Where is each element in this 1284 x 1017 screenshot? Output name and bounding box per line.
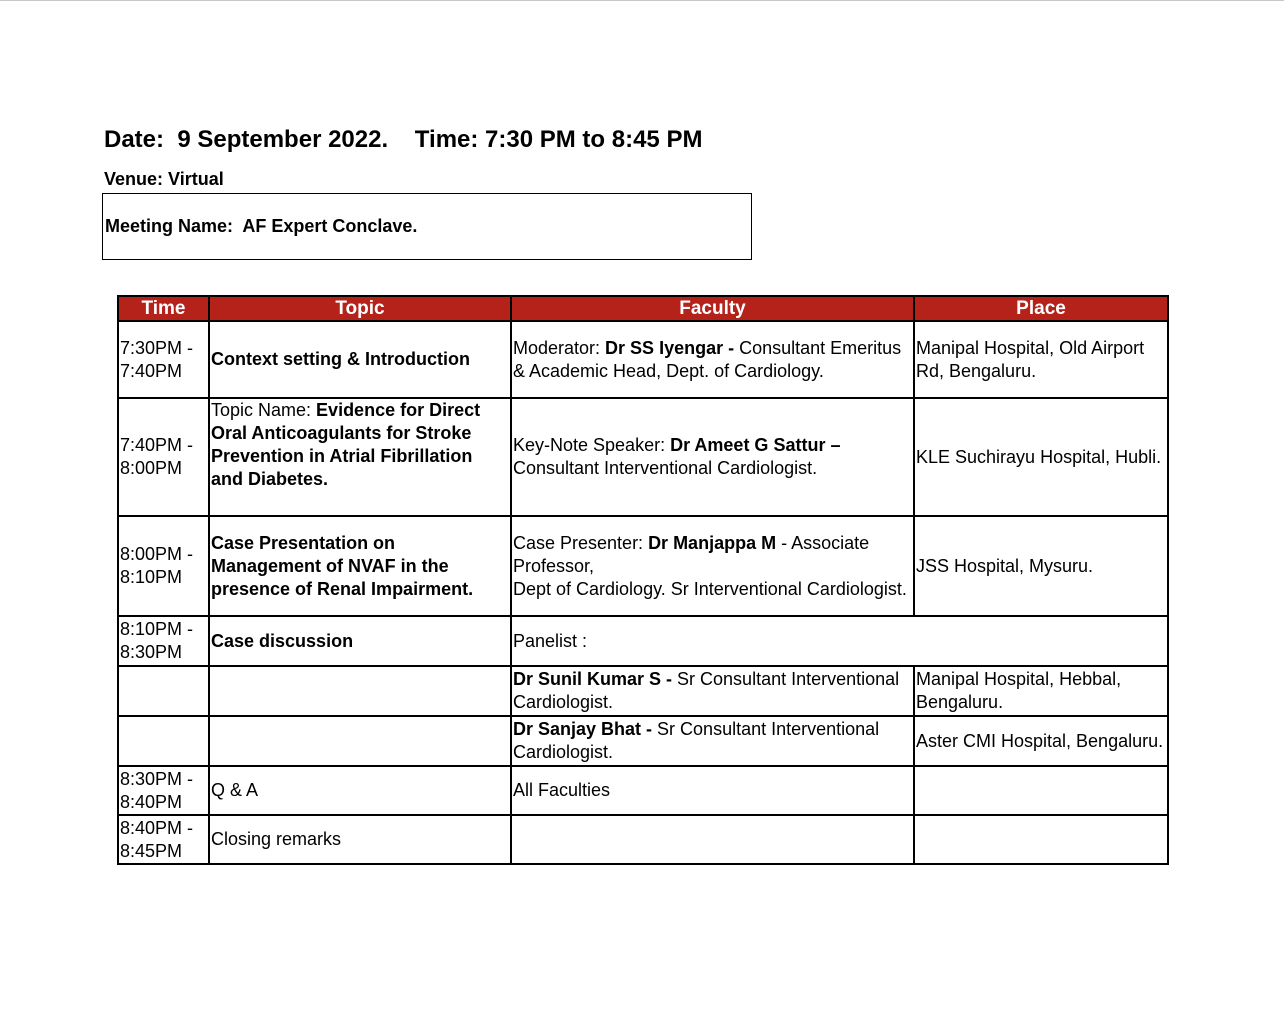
cell-time: 8:30PM - 8:40PM <box>118 766 209 815</box>
cell-place <box>914 815 1168 864</box>
cell-topic <box>209 398 511 516</box>
column-header-faculty: Faculty <box>511 296 914 321</box>
faculty-name: Dr Sunil Kumar S - <box>513 669 678 689</box>
column-header-topic: Topic <box>209 296 511 321</box>
cell-place: Aster CMI Hospital, Bengaluru. <box>914 716 1168 766</box>
faculty-role: Case Presenter: <box>513 532 649 553</box>
cell-place: KLE Suchirayu Hospital, Hubli. <box>914 398 1168 516</box>
cell-time: 7:40PM - 8:00PM <box>118 398 209 516</box>
cell-time <box>118 666 209 716</box>
cell-faculty <box>511 666 914 716</box>
cell-faculty: Panelist : <box>511 616 1168 666</box>
faculty-description: Dept of Cardiology. Sr Interventional Cardiologist. <box>513 578 907 599</box>
table-row <box>118 516 1168 616</box>
cell-topic <box>209 716 511 766</box>
table-row <box>118 766 1168 815</box>
faculty-description: Consultant Emeritus & Academic Head, Dept. of Cardiology. <box>513 337 902 381</box>
table-row <box>118 666 1168 716</box>
page-title: Date: 9 September 2022. Time: 7:30 PM to 8:45 PM <box>104 126 703 153</box>
cell-faculty <box>511 321 914 398</box>
cell-topic: Q & A <box>209 766 511 815</box>
agenda-table <box>117 295 1169 865</box>
top-divider <box>0 0 1284 1</box>
cell-topic: Closing remarks <box>209 815 511 864</box>
table-row <box>118 398 1168 516</box>
cell-topic: Case Presentation on Management of NVAF in the presence of Renal Impairment. <box>209 516 511 616</box>
topic-title: Evidence for Direct Oral Anticoagulants for Stroke Prevention in Atrial Fibrillation and Diabetes. <box>211 400 481 489</box>
table-row <box>118 321 1168 398</box>
cell-place: JSS Hospital, Mysuru. <box>914 516 1168 616</box>
cell-topic: Context setting & Introduction <box>209 321 511 398</box>
faculty-name: Dr SS Iyengar - <box>605 337 740 358</box>
cell-topic <box>209 666 511 716</box>
column-header-time: Time <box>118 296 209 321</box>
cell-time: 8:40PM - 8:45PM <box>118 815 209 864</box>
table-header-row <box>118 296 1168 321</box>
cell-faculty: All Faculties <box>511 766 914 815</box>
cell-place: Manipal Hospital, Hebbal, Bengaluru. <box>914 666 1168 716</box>
meeting-name-box <box>102 193 752 260</box>
faculty-description: Sr Consultant Interventional Cardiologist. <box>513 669 900 712</box>
faculty-description: Consultant Interventional Cardiologist. <box>513 458 818 478</box>
meeting-name-label: Meeting Name: AF Expert Conclave. <box>105 216 418 236</box>
cell-faculty <box>511 716 914 766</box>
cell-place <box>914 766 1168 815</box>
cell-place: Manipal Hospital, Old Airport Rd, Bengaluru. <box>914 321 1168 398</box>
table-row <box>118 616 1168 666</box>
cell-faculty <box>511 398 914 516</box>
topic-prefix: Topic Name: <box>211 400 317 420</box>
column-header-place: Place <box>914 296 1168 321</box>
cell-time <box>118 716 209 766</box>
cell-faculty <box>511 516 914 616</box>
cell-topic: Case discussion <box>209 616 511 666</box>
cell-time: 8:00PM - 8:10PM <box>118 516 209 616</box>
faculty-role: Moderator: <box>513 337 606 358</box>
cell-faculty <box>511 815 914 864</box>
faculty-name: Dr Manjappa M <box>648 532 777 553</box>
faculty-description: - Associate Professor, <box>513 532 870 576</box>
cell-time: 8:10PM - 8:30PM <box>118 616 209 666</box>
faculty-description: Sr Consultant Interventional Cardiologist. <box>513 719 880 762</box>
table-row <box>118 716 1168 766</box>
table-row <box>118 815 1168 864</box>
venue-label: Venue: Virtual <box>104 169 224 189</box>
faculty-name: Dr Ameet G Sattur – <box>670 435 841 455</box>
faculty-role: Key-Note Speaker: <box>513 435 671 455</box>
faculty-name: Dr Sanjay Bhat - <box>513 719 658 739</box>
cell-time: 7:30PM - 7:40PM <box>118 321 209 398</box>
